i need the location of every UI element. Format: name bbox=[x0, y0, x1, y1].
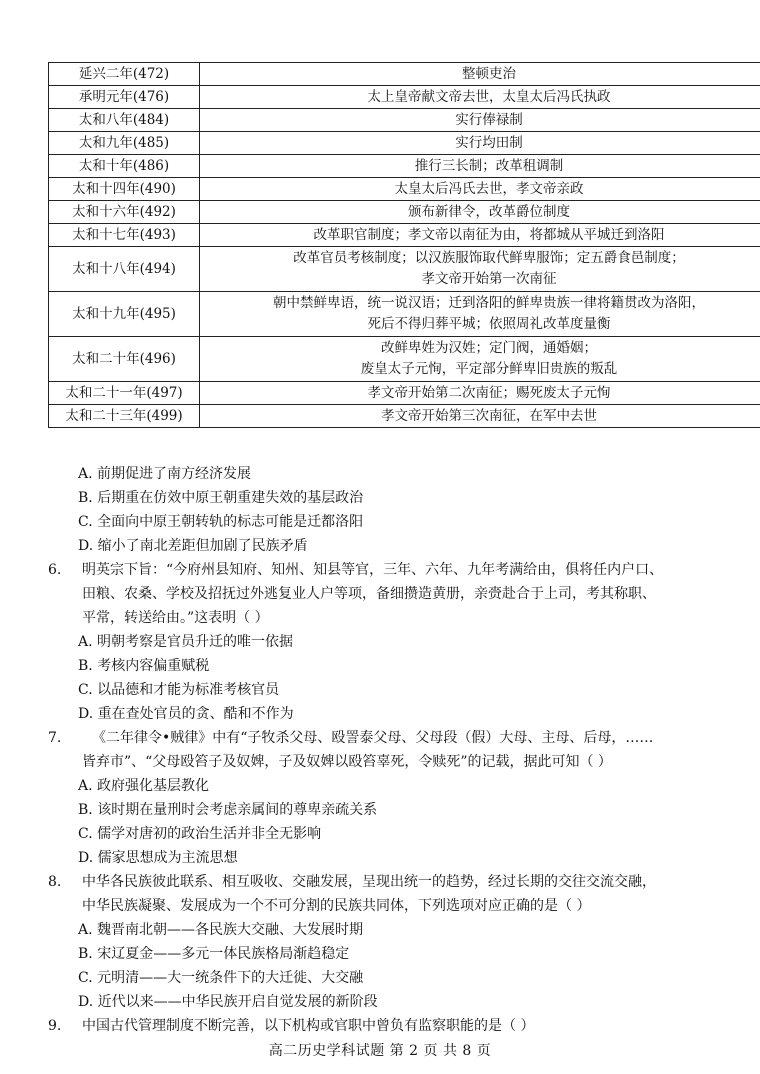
timeline-row bbox=[49, 292, 760, 337]
question-option: D. 儒家思想成为主流思想 bbox=[78, 850, 238, 866]
q5-option: D. 缩小了南北差距但加剧了民族矛盾 bbox=[78, 538, 308, 554]
timeline-row bbox=[49, 63, 760, 86]
timeline-row bbox=[49, 247, 760, 292]
question-option: B. 考核内容偏重赋税 bbox=[78, 658, 210, 674]
question-number: 7. bbox=[48, 730, 62, 746]
timeline-event bbox=[200, 292, 760, 337]
timeline-event bbox=[200, 337, 760, 382]
timeline-event-line: 孝文帝开始第二次南征；赐死废太子元恂 bbox=[367, 385, 611, 401]
question-stem-line: 中华民族凝聚、发展成为一个不可分割的民族共同体，下列选项对应正确的是（ ） bbox=[82, 898, 591, 914]
q5-option: B. 后期重在仿效中原王朝重建失效的基层政治 bbox=[78, 490, 364, 506]
timeline-row bbox=[49, 201, 760, 224]
q5-option: C. 全面向中原王朝转轨的标志可能是迁都洛阳 bbox=[78, 514, 364, 530]
timeline-event-line: 孝文帝开始第一次南征 bbox=[421, 271, 557, 287]
question-stem-line: 《二年律令•贼律》中有“子牧杀父母、殴詈泰父母、父母段（假）大母、主母、后母，…… bbox=[92, 730, 654, 746]
timeline-year: 太和十四年(490) bbox=[49, 178, 200, 201]
timeline-event-line: 推行三长制；改革租调制 bbox=[414, 158, 564, 174]
timeline-event-line: 废皇太子元恂，平定部分鲜卑旧贵族的叛乱 bbox=[360, 361, 618, 377]
timeline-row bbox=[49, 86, 760, 109]
question-number: 8. bbox=[48, 874, 62, 890]
timeline-row bbox=[49, 224, 760, 247]
timeline-event bbox=[200, 109, 760, 132]
timeline-year: 太和十年(486) bbox=[49, 155, 200, 178]
timeline-event bbox=[200, 247, 760, 292]
timeline-row bbox=[49, 382, 760, 405]
timeline-event bbox=[200, 86, 760, 109]
timeline-year: 太和十八年(494) bbox=[49, 247, 200, 292]
page-footer: 高二历史学科试题 第 2 页 共 8 页 bbox=[268, 1043, 492, 1059]
timeline-row bbox=[49, 405, 760, 428]
question-stem-line: 明英宗下旨：“今府州县知府、知州、知县等官，三年、六年、九年考满给由，俱将任内户口、 bbox=[82, 562, 664, 578]
question-number: 9. bbox=[48, 1018, 62, 1034]
question-7 bbox=[48, 726, 760, 774]
timeline-event-line: 实行俸禄制 bbox=[455, 112, 523, 128]
q5-options bbox=[48, 462, 760, 558]
timeline-year: 太和二十一年(497) bbox=[49, 382, 200, 405]
question-stem-line: 中华各民族彼此联系、相互吸收、交融发展，呈现出统一的趋势，经过长期的交往交流交融， bbox=[82, 874, 656, 890]
question-option: C. 儒学对唐初的政治生活并非全无影响 bbox=[78, 826, 322, 842]
question-9 bbox=[48, 1014, 760, 1038]
timeline-year: 延兴二年(472) bbox=[49, 63, 200, 86]
question-stem-line: 平常，转送给由。”这表明（ ） bbox=[82, 610, 269, 626]
timeline-row bbox=[49, 155, 760, 178]
timeline-year: 太和二十年(496) bbox=[49, 337, 200, 382]
timeline-event-line: 整顿吏治 bbox=[462, 66, 516, 82]
timeline-year: 太和八年(484) bbox=[49, 109, 200, 132]
timeline-event-line: 实行均田制 bbox=[455, 135, 523, 151]
timeline-year: 太和十九年(495) bbox=[49, 292, 200, 337]
question-option: A. 明朝考察是官员升迁的唯一依据 bbox=[78, 634, 294, 650]
timeline-event bbox=[200, 178, 760, 201]
timeline-event-line: 死后不得归葬平城；依照周礼改革度量衡 bbox=[367, 316, 611, 332]
question-list bbox=[48, 558, 760, 1038]
questions-section bbox=[48, 462, 760, 1038]
timeline-event bbox=[200, 382, 760, 405]
timeline-row bbox=[49, 109, 760, 132]
q5-option: A. 前期促进了南方经济发展 bbox=[78, 466, 252, 482]
timeline-year: 太和九年(485) bbox=[49, 132, 200, 155]
question-option: D. 重在查处官员的贪、酷和不作为 bbox=[78, 706, 294, 722]
question-option: C. 以品德和才能为标准考核官员 bbox=[78, 682, 280, 698]
question-stem bbox=[82, 870, 760, 918]
question-stem bbox=[82, 726, 760, 774]
timeline-year: 太和二十三年(499) bbox=[49, 405, 200, 428]
question-option: D. 近代以来——中华民族开启自觉发展的新阶段 bbox=[78, 994, 378, 1010]
timeline-year: 承明元年(476) bbox=[49, 86, 200, 109]
reform-timeline-table bbox=[48, 62, 760, 428]
question-8 bbox=[48, 870, 760, 918]
timeline-event-line: 改革官员考核制度；以汉族服饰取代鲜卑服饰；定五爵食邑制度； bbox=[293, 250, 685, 266]
timeline-table-body bbox=[49, 63, 760, 428]
timeline-event-line: 孝文帝开始第三次南征，在军中去世 bbox=[381, 408, 597, 424]
timeline-row bbox=[49, 178, 760, 201]
timeline-row bbox=[49, 132, 760, 155]
question-option: A. 魏晋南北朝——各民族大交融、大发展时期 bbox=[78, 922, 364, 938]
timeline-event bbox=[200, 224, 760, 247]
question-stem-line: 中国古代管理制度不断完善，以下机构或官职中曾负有监察职能的是（ ） bbox=[82, 1018, 535, 1034]
question-stem bbox=[82, 1014, 760, 1038]
timeline-event bbox=[200, 201, 760, 224]
question-stem bbox=[82, 558, 760, 630]
timeline-event bbox=[200, 63, 760, 86]
timeline-event-line: 朝中禁鲜卑语，统一说汉语；迁到洛阳的鲜卑贵族一律将籍贯改为洛阳， bbox=[273, 295, 705, 311]
question-option: B. 该时期在量刑时会考虑亲属间的尊卑亲疏关系 bbox=[78, 802, 378, 818]
timeline-event-line: 改鲜卑姓为汉姓；定门阀，通婚姻； bbox=[381, 340, 597, 356]
question-option: C. 元明清——大一统条件下的大迁徙、大交融 bbox=[78, 970, 364, 986]
question-stem-line: 皆弃市”、“父母殴笞子及奴婢，子及奴婢以殴笞辜死，令赎死”的记载，据此可知（ ） bbox=[82, 754, 612, 770]
timeline-year: 太和十六年(492) bbox=[49, 201, 200, 224]
timeline-year: 太和十七年(493) bbox=[49, 224, 200, 247]
question-option: B. 宋辽夏金——多元一体民族格局渐趋稳定 bbox=[78, 946, 350, 962]
timeline-row bbox=[49, 337, 760, 382]
question-6 bbox=[48, 558, 760, 630]
question-number: 6. bbox=[48, 562, 62, 578]
timeline-event bbox=[200, 132, 760, 155]
question-stem-line: 田粮、农桑、学校及招抚过外逃复业人户等项，备细攒造黄册，亲赍赴合于上司，考其称职、 bbox=[82, 586, 656, 602]
timeline-event-line: 改革职官制度；孝文帝以南征为由，将都城从平城迁到洛阳 bbox=[313, 227, 665, 243]
timeline-event bbox=[200, 155, 760, 178]
timeline-event-line: 太上皇帝献文帝去世，太皇太后冯氏执政 bbox=[367, 89, 611, 105]
question-option: A. 政府强化基层教化 bbox=[78, 778, 210, 794]
timeline-event-line: 太皇太后冯氏去世，孝文帝亲政 bbox=[394, 181, 584, 197]
timeline-event-line: 颁布新律令，改革爵位制度 bbox=[408, 204, 570, 220]
timeline-event bbox=[200, 405, 760, 428]
